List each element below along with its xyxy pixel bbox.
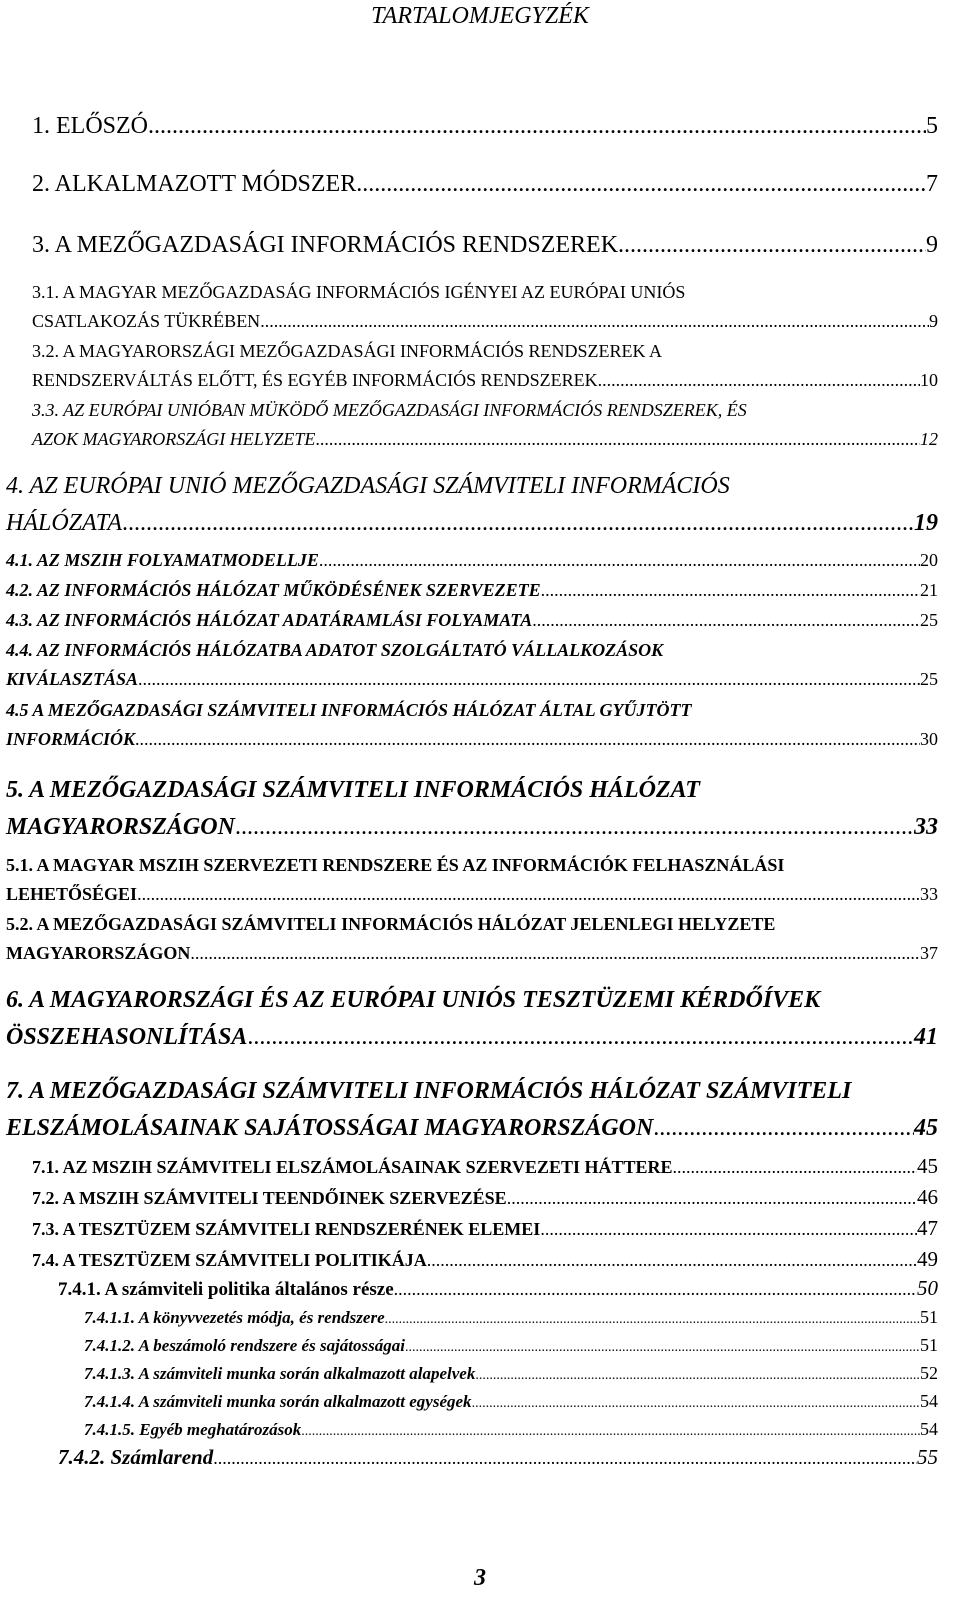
toc-entry-text: 7.4.1.1. A könyvvezetés módja, és rendszere [84,1308,385,1327]
toc-entry-text: 7.4.1.4. A számviteli munka során alkalmazott egységek [84,1392,472,1411]
toc-entry[interactable] [0,1443,960,1473]
dot-leader [148,108,926,145]
toc-entry-text: 7.4. A TESZTÜZEM SZÁMVITELI POLITIKÁJA [32,1250,427,1270]
toc-entry-text: HÁLÓZATA [6,510,123,536]
dot-leader [235,809,914,846]
document-title: TARTALOMJEGYZÉK [371,3,589,29]
toc-entry-text: 3. A MEZŐGAZDASÁGI INFORMÁCIÓS RENDSZEREK [32,232,619,258]
toc-entry-text: 3.3. AZ EURÓPAI UNIÓBAN MÜKÖDŐ MEZŐGAZDASÁGI INFORMÁCIÓS RENDSZEREK, ÉS [32,400,747,420]
toc-entry[interactable] [0,982,960,1056]
toc-entry[interactable] [0,1387,960,1418]
toc-entry[interactable] [0,1415,960,1446]
dot-leader [315,425,920,454]
toc-page-number: 55 [917,1445,938,1469]
toc-entry-text: 7. A MEZŐGAZDASÁGI SZÁMVITELI INFORMÁCIÓS HÁLÓZAT SZÁMVITELI [6,1078,852,1104]
dot-leader [135,725,920,754]
dot-leader [137,880,920,909]
dot-leader [122,505,914,542]
dot-leader [247,1019,914,1056]
toc-page-number: 50 [917,1276,938,1300]
dot-leader [394,1275,917,1304]
dot-leader [356,166,926,203]
toc-entry-text: 7.4.1. A számviteli politika általános része [58,1279,394,1300]
toc-entry[interactable] [0,278,960,336]
toc-entry[interactable] [0,166,960,203]
toc-entry-text: 4.1. AZ MSZIH FOLYAMATMODELLJE [6,550,319,570]
toc-entry-text: ÖSSZEHASONLÍTÁSA [6,1024,248,1050]
toc-entry-text: 5. A MEZŐGAZDASÁGI SZÁMVITELI INFORMÁCIÓS HÁLÓZAT [6,777,700,803]
toc-page-number: 19 [914,510,938,536]
toc-entry-text: 7.4.1.2. A beszámoló rendszere és sajátosságai [84,1336,405,1355]
toc-page-number: 51 [920,1307,938,1327]
toc-page-number: 46 [917,1185,938,1209]
dot-leader [190,939,920,968]
toc-entry[interactable] [0,1274,960,1304]
toc-page-number: 45 [914,1115,938,1141]
toc-page-number: 49 [917,1247,938,1271]
toc-entry-text: 4.2. AZ INFORMÁCIÓS HÁLÓZAT MŰKÖDÉSÉNEK SZERVEZETE [6,580,541,600]
toc-entry-text: KIVÁLASZTÁSA [6,669,139,689]
toc-page-number: 30 [920,729,938,749]
toc-page-number: 54 [920,1419,938,1439]
toc-page-number: 33 [920,884,938,904]
toc-entry-text: AZOK MAGYARORSZÁGI HELYZETE [32,429,316,449]
toc-entry[interactable] [0,227,960,264]
dot-leader [405,1334,920,1362]
toc-entry[interactable] [0,108,960,145]
toc-entry[interactable] [0,910,960,968]
dot-leader [301,1418,920,1446]
toc-entry[interactable] [0,1331,960,1362]
toc-entry[interactable] [0,772,960,846]
toc-entry[interactable] [0,546,960,575]
toc-page-number: 10 [920,370,938,390]
toc-entry-text: MAGYARORSZÁGON [6,814,235,840]
page-number: 3 [474,1565,486,1591]
toc-entry-text: ELSZÁMOLÁSAINAK SAJÁTOSSÁGAI MAGYARORSZÁGON [6,1115,654,1141]
dot-leader [540,1215,917,1244]
toc-entry-text: 3.1. A MAGYAR MEZŐGAZDASÁG INFORMÁCIÓS IGÉNYEI AZ EURÓPAI UNIÓS [32,282,686,302]
dot-leader [260,307,929,336]
dot-leader [138,665,920,694]
toc-entry-text: 5.2. A MEZŐGAZDASÁGI SZÁMVITELI INFORMÁCIÓS HÁLÓZAT JELENLEGI HELYZETE [6,914,776,934]
toc-entry-text: 7.4.1.5. Egyéb meghatározások [84,1420,302,1439]
toc-entry-text: 7.2. A MSZIH SZÁMVITELI TEENDŐINEK SZERVEZÉSE [32,1188,507,1208]
toc-page-number: 54 [920,1391,938,1411]
toc-entry[interactable] [0,851,960,909]
toc-entry-text: 3.2. A MAGYARORSZÁGI MEZŐGAZDASÁGI INFORMÁCIÓS RENDSZEREK A [32,341,663,361]
toc-entry-text: 4.4. AZ INFORMÁCIÓS HÁLÓZATBA ADATOT SZOLGÁLTATÓ VÁLLALKOZÁSOK [6,640,664,660]
toc-page-number: 37 [920,943,938,963]
toc-entry[interactable] [0,1073,960,1147]
toc-entry[interactable] [0,576,960,605]
toc-entry[interactable] [0,1152,960,1182]
toc-entry-text: 7.3. A TESZTÜZEM SZÁMVITELI RENDSZERÉNEK ELEMEI [32,1219,541,1239]
dot-leader [319,546,920,575]
dot-leader [507,1184,917,1213]
toc-entry[interactable] [0,396,960,454]
dot-leader [598,366,920,395]
toc-entry[interactable] [0,337,960,395]
toc-entry-text: 4.3. AZ INFORMÁCIÓS HÁLÓZAT ADATÁRAMLÁSI FOLYAMATA [6,610,533,630]
toc-entry[interactable] [0,636,960,694]
dot-leader [427,1246,917,1275]
toc-page-number: 51 [920,1335,938,1355]
toc-page-number: 45 [917,1154,938,1178]
toc-page-number: 21 [920,580,938,600]
toc-entry[interactable] [0,606,960,635]
toc-page-number: 25 [920,610,938,630]
toc-entry-text: 7.4.2. Számlarend [58,1445,214,1469]
dot-leader [541,576,920,605]
toc-page-number: 20 [920,550,938,570]
toc-page-number: 33 [914,814,938,840]
toc-entry-text: RENDSZERVÁLTÁS ELŐTT, ÉS EGYÉB INFORMÁCIÓS RENDSZEREK [32,370,598,390]
toc-entry[interactable] [0,1303,960,1334]
toc-page-number: 9 [926,232,938,258]
toc-entry-text: 1. ELŐSZÓ [32,113,148,139]
dot-leader [213,1444,917,1473]
toc-entry[interactable] [0,696,960,754]
toc-entry-text: MAGYARORSZÁGON [6,943,191,963]
toc-page-number: 52 [920,1363,938,1383]
toc-page-number: 5 [926,113,938,139]
toc-entry[interactable] [0,468,960,542]
dot-leader [618,227,926,264]
toc-page-number: 7 [926,171,938,197]
dot-leader [475,1362,920,1390]
toc-page-number: 25 [920,669,938,689]
toc-entry-text: INFORMÁCIÓK [6,729,136,749]
toc-entry[interactable] [0,1245,960,1275]
toc-entry-text: 2. ALKALMAZOTT MÓDSZER [32,171,357,197]
toc-entry[interactable] [0,1183,960,1213]
toc-entry-text: 7.4.1.3. A számviteli munka során alkalmazott alapelvek [84,1364,476,1383]
dot-leader [653,1110,914,1147]
toc-entry-text: LEHETŐSÉGEI [6,884,138,904]
toc-entry[interactable] [0,1214,960,1244]
toc-page-number: 9 [929,311,938,331]
toc-page-number: 47 [917,1216,938,1240]
dot-leader [472,1390,920,1418]
toc-entry-text: 5.1. A MAGYAR MSZIH SZERVEZETI RENDSZERE ÉS AZ INFORMÁCIÓK FELHASZNÁLÁSI [6,855,785,875]
toc-page-number: 41 [914,1024,938,1050]
toc-entry-text: CSATLAKOZÁS TÜKRÉBEN [32,311,261,331]
toc-entry-text: 7.1. AZ MSZIH SZÁMVITELI ELSZÁMOLÁSAINAK SZERVEZETI HÁTTERE [32,1157,673,1177]
dot-leader [673,1153,917,1182]
toc-entry[interactable] [0,1359,960,1390]
toc-entry-text: 4.5 A MEZŐGAZDASÁGI SZÁMVITELI INFORMÁCIÓS HÁLÓZAT ÁLTAL GYŰJTÖTT [6,700,692,720]
toc-entry-text: 4. AZ EURÓPAI UNIÓ MEZŐGAZDASÁGI SZÁMVITELI INFORMÁCIÓS [6,473,730,499]
toc-entry-text: 6. A MAGYARORSZÁGI ÉS AZ EURÓPAI UNIÓS TESZTÜZEMI KÉRDŐÍVEK [6,987,821,1013]
dot-leader [532,606,920,635]
toc-page-number: 12 [920,429,938,449]
dot-leader [385,1306,920,1334]
